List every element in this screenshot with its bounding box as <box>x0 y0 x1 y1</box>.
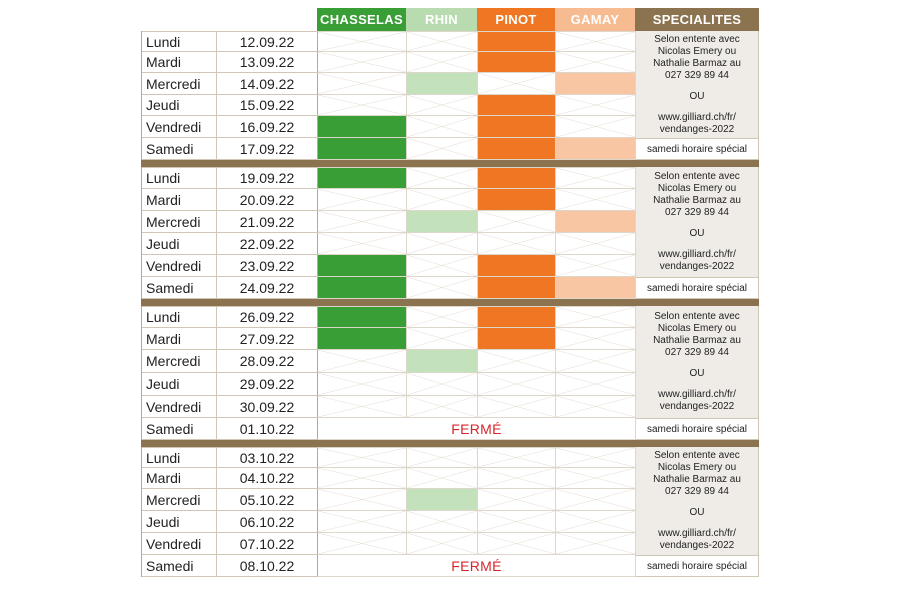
specialites-line1: Selon entente avec <box>654 171 740 182</box>
specialites-line2: Nicolas Emery ou <box>657 45 737 57</box>
grid-row <box>318 306 636 328</box>
day-row <box>142 533 318 555</box>
cell-ga-closed <box>556 95 636 116</box>
cell-ga-closed <box>556 31 636 52</box>
cell-ch-closed <box>318 468 407 489</box>
day-name: Vendredi <box>142 533 217 554</box>
variety-grid <box>318 306 636 440</box>
variety-grid <box>318 447 636 577</box>
cell-ga-closed <box>556 167 636 189</box>
cell-rh-open <box>407 350 478 373</box>
cell-ch-closed <box>318 489 407 511</box>
cell-rh-closed <box>407 95 478 116</box>
specialites-info <box>636 447 759 555</box>
cell-pi-closed <box>478 373 556 396</box>
specialites-line4: 027 329 89 44 <box>665 486 729 497</box>
cell-ga-open <box>556 73 636 95</box>
cell-pi-open <box>478 52 556 73</box>
day-column <box>142 31 318 160</box>
cell-rh-closed <box>407 233 478 255</box>
cell-pi-closed <box>478 468 556 489</box>
day-row <box>142 189 318 211</box>
cell-rh-closed <box>407 116 478 138</box>
specialites-info <box>636 306 759 418</box>
cell-pi-closed <box>478 396 556 418</box>
saturday-special-hours: samedi horaire spécial <box>636 555 759 577</box>
cell-rh-closed <box>407 373 478 396</box>
header-pinot: PINOT <box>477 8 555 31</box>
day-date: 21.09.22 <box>217 211 318 232</box>
day-row <box>142 255 318 277</box>
grid-row <box>318 189 636 211</box>
day-date: 16.09.22 <box>217 116 318 137</box>
cell-pi-closed <box>478 350 556 373</box>
specialites-line3: Nathalie Barmaz au <box>653 57 741 69</box>
grid-row <box>318 138 636 160</box>
day-date: 26.09.22 <box>217 307 318 327</box>
specialites-line2: Nicolas Emery ou <box>657 323 737 334</box>
grid-row <box>318 73 636 95</box>
specialites-line3: Nathalie Barmaz au <box>653 195 741 206</box>
specialites-line4: 027 329 89 44 <box>665 69 729 81</box>
day-date: 12.09.22 <box>217 32 318 51</box>
day-row <box>142 373 318 396</box>
week-block <box>141 447 759 577</box>
day-date: 28.09.22 <box>217 350 318 372</box>
day-name: Lundi <box>142 307 217 327</box>
cell-pi-closed <box>478 511 556 533</box>
week-separator <box>141 299 759 306</box>
specialites-url1: www.gilliard.ch/fr/ <box>658 249 736 260</box>
grid-row <box>318 373 636 396</box>
header-gamay: GAMAY <box>555 8 635 31</box>
cell-rh-closed <box>407 447 478 468</box>
day-name: Mardi <box>142 468 217 488</box>
cell-ga-open <box>556 211 636 233</box>
day-date: 29.09.22 <box>217 373 318 395</box>
cell-ga-closed <box>556 350 636 373</box>
day-row <box>142 52 318 73</box>
cell-ga-closed <box>556 373 636 396</box>
grid-row <box>318 277 636 299</box>
cell-pi-closed <box>478 447 556 468</box>
day-name: Jeudi <box>142 233 217 254</box>
day-name: Mardi <box>142 52 217 72</box>
grid-row <box>318 211 636 233</box>
harvest-schedule-table <box>141 8 759 577</box>
saturday-special-hours: samedi horaire spécial <box>636 138 759 160</box>
header-row <box>141 8 759 31</box>
specialites-url1: www.gilliard.ch/fr/ <box>658 528 736 539</box>
day-row <box>142 233 318 255</box>
specialites-url2: vendanges-2022 <box>659 401 735 412</box>
specialites-column <box>636 306 759 440</box>
day-name: Jeudi <box>142 373 217 395</box>
cell-pi-open <box>478 138 556 160</box>
cell-ga-closed <box>556 306 636 328</box>
specialites-line1: Selon entente avec <box>654 33 740 45</box>
day-date: 27.09.22 <box>217 328 318 349</box>
specialites-column <box>636 447 759 577</box>
cell-rh-closed <box>407 306 478 328</box>
cell-ch-closed <box>318 52 407 73</box>
grid-row <box>318 447 636 468</box>
week-block <box>141 167 759 299</box>
specialites-line4: 027 329 89 44 <box>665 207 729 218</box>
cell-ga-open <box>556 277 636 299</box>
cell-pi-open <box>478 328 556 350</box>
cell-ch-closed <box>318 511 407 533</box>
cell-rh-closed <box>407 189 478 211</box>
day-name: Vendredi <box>142 396 217 417</box>
day-name: Mardi <box>142 189 217 210</box>
day-name: Lundi <box>142 448 217 467</box>
cell-ga-closed <box>556 328 636 350</box>
day-row <box>142 350 318 373</box>
specialites-ou: OU <box>689 507 705 518</box>
day-name: Samedi <box>142 555 217 576</box>
day-date: 06.10.22 <box>217 511 318 532</box>
cell-ch-open <box>318 277 407 299</box>
day-date: 22.09.22 <box>217 233 318 254</box>
week-separator <box>141 160 759 167</box>
day-name: Lundi <box>142 168 217 188</box>
closed-label: FERMÉ <box>318 555 636 577</box>
day-date: 07.10.22 <box>217 533 318 554</box>
specialites-column <box>636 167 759 299</box>
day-row <box>142 555 318 577</box>
cell-pi-open <box>478 189 556 211</box>
day-date: 30.09.22 <box>217 396 318 417</box>
specialites-line4: 027 329 89 44 <box>665 347 729 358</box>
cell-ga-closed <box>556 533 636 555</box>
specialites-line2: Nicolas Emery ou <box>657 462 737 473</box>
day-row <box>142 396 318 418</box>
week-separator <box>141 440 759 447</box>
cell-rh-closed <box>407 31 478 52</box>
cell-ch-closed <box>318 73 407 95</box>
cell-pi-closed <box>478 489 556 511</box>
day-row <box>142 328 318 350</box>
cell-rh-closed <box>407 328 478 350</box>
grid-row <box>318 116 636 138</box>
specialites-column <box>636 31 759 160</box>
day-row <box>142 468 318 489</box>
day-row <box>142 95 318 116</box>
day-date: 14.09.22 <box>217 73 318 94</box>
day-row <box>142 511 318 533</box>
day-name: Vendredi <box>142 255 217 276</box>
cell-rh-open <box>407 211 478 233</box>
cell-ga-closed <box>556 189 636 211</box>
cell-pi-closed <box>478 533 556 555</box>
grid-row <box>318 489 636 511</box>
cell-ch-closed <box>318 350 407 373</box>
day-name: Lundi <box>142 32 217 51</box>
day-row <box>142 418 318 440</box>
grid-row <box>318 328 636 350</box>
cell-rh-closed <box>407 138 478 160</box>
day-row <box>142 73 318 95</box>
specialites-line1: Selon entente avec <box>654 450 740 461</box>
day-name: Mercredi <box>142 211 217 232</box>
grid-row <box>318 511 636 533</box>
cell-rh-open <box>407 489 478 511</box>
cell-rh-closed <box>407 396 478 418</box>
day-date: 24.09.22 <box>217 277 318 298</box>
day-column <box>142 306 318 440</box>
specialites-url1: www.gilliard.ch/fr/ <box>658 389 736 400</box>
closed-label: FERMÉ <box>318 418 636 440</box>
cell-rh-open <box>407 73 478 95</box>
specialites-url1: www.gilliard.ch/fr/ <box>658 111 736 123</box>
cell-ch-open <box>318 306 407 328</box>
day-date: 23.09.22 <box>217 255 318 276</box>
saturday-special-hours: samedi horaire spécial <box>636 418 759 440</box>
cell-pi-open <box>478 116 556 138</box>
cell-ch-closed <box>318 533 407 555</box>
day-row <box>142 447 318 468</box>
cell-ch-closed <box>318 373 407 396</box>
cell-pi-open <box>478 31 556 52</box>
specialites-ou: OU <box>689 90 705 102</box>
cell-ga-closed <box>556 116 636 138</box>
day-name: Samedi <box>142 418 217 439</box>
day-name: Jeudi <box>142 95 217 115</box>
day-date: 17.09.22 <box>217 138 318 159</box>
cell-ga-closed <box>556 396 636 418</box>
header-chasselas: CHASSELAS <box>317 8 406 31</box>
day-row <box>142 31 318 52</box>
cell-ch-closed <box>318 189 407 211</box>
specialites-url2: vendanges-2022 <box>659 123 735 135</box>
variety-grid <box>318 31 636 160</box>
day-date: 08.10.22 <box>217 555 318 576</box>
day-name: Mardi <box>142 328 217 349</box>
cell-rh-closed <box>407 167 478 189</box>
cell-ch-closed <box>318 447 407 468</box>
specialites-info <box>636 31 759 138</box>
day-row <box>142 489 318 511</box>
cell-ga-closed <box>556 52 636 73</box>
cell-ga-closed <box>556 489 636 511</box>
grid-row <box>318 31 636 52</box>
day-row <box>142 116 318 138</box>
grid-row <box>318 255 636 277</box>
cell-ch-open <box>318 138 407 160</box>
specialites-line2: Nicolas Emery ou <box>657 183 737 194</box>
cell-ga-closed <box>556 233 636 255</box>
day-name: Samedi <box>142 277 217 298</box>
specialites-line3: Nathalie Barmaz au <box>653 335 741 346</box>
cell-ch-open <box>318 116 407 138</box>
cell-ga-closed <box>556 447 636 468</box>
day-date: 01.10.22 <box>217 418 318 439</box>
cell-ga-open <box>556 138 636 160</box>
cell-rh-closed <box>407 468 478 489</box>
specialites-url2: vendanges-2022 <box>659 540 735 551</box>
cell-pi-open <box>478 306 556 328</box>
cell-ga-closed <box>556 255 636 277</box>
cell-pi-open <box>478 95 556 116</box>
cell-ch-open <box>318 167 407 189</box>
grid-row <box>318 95 636 116</box>
week-block <box>141 306 759 440</box>
cell-ch-closed <box>318 396 407 418</box>
day-name: Mercredi <box>142 350 217 372</box>
specialites-ou: OU <box>689 228 705 239</box>
day-row <box>142 211 318 233</box>
day-name: Mercredi <box>142 73 217 94</box>
day-row <box>142 138 318 160</box>
specialites-line1: Selon entente avec <box>654 311 740 322</box>
week-block <box>141 31 759 160</box>
cell-pi-open <box>478 255 556 277</box>
day-name: Jeudi <box>142 511 217 532</box>
cell-rh-closed <box>407 533 478 555</box>
day-name: Samedi <box>142 138 217 159</box>
specialites-info <box>636 167 759 277</box>
specialites-line3: Nathalie Barmaz au <box>653 474 741 485</box>
day-row <box>142 306 318 328</box>
day-date: 03.10.22 <box>217 448 318 467</box>
cell-rh-closed <box>407 277 478 299</box>
grid-row <box>318 468 636 489</box>
day-date: 20.09.22 <box>217 189 318 210</box>
day-column <box>142 447 318 577</box>
day-date: 04.10.22 <box>217 468 318 488</box>
cell-ch-closed <box>318 211 407 233</box>
day-column <box>142 167 318 299</box>
cell-pi-closed <box>478 233 556 255</box>
cell-ga-closed <box>556 511 636 533</box>
cell-rh-closed <box>407 255 478 277</box>
day-name: Vendredi <box>142 116 217 137</box>
day-row <box>142 167 318 189</box>
grid-row <box>318 52 636 73</box>
grid-row <box>318 167 636 189</box>
grid-row <box>318 533 636 555</box>
cell-rh-closed <box>407 511 478 533</box>
day-date: 13.09.22 <box>217 52 318 72</box>
cell-ch-closed <box>318 95 407 116</box>
header-blank <box>141 8 317 31</box>
grid-row <box>318 396 636 418</box>
cell-ch-open <box>318 328 407 350</box>
cell-pi-closed <box>478 73 556 95</box>
weeks-container <box>141 31 759 577</box>
specialites-url2: vendanges-2022 <box>659 261 735 272</box>
specialites-ou: OU <box>689 368 705 379</box>
cell-ch-closed <box>318 233 407 255</box>
day-row <box>142 277 318 299</box>
cell-ga-closed <box>556 468 636 489</box>
saturday-special-hours: samedi horaire spécial <box>636 277 759 299</box>
day-date: 05.10.22 <box>217 489 318 510</box>
grid-row <box>318 233 636 255</box>
header-rhin: RHIN <box>406 8 477 31</box>
day-name: Mercredi <box>142 489 217 510</box>
cell-pi-open <box>478 167 556 189</box>
cell-ch-open <box>318 255 407 277</box>
header-specialites: SPECIALITES <box>635 8 759 31</box>
day-date: 15.09.22 <box>217 95 318 115</box>
cell-pi-closed <box>478 211 556 233</box>
cell-pi-open <box>478 277 556 299</box>
cell-rh-closed <box>407 52 478 73</box>
cell-ch-closed <box>318 31 407 52</box>
variety-grid <box>318 167 636 299</box>
grid-row <box>318 350 636 373</box>
day-date: 19.09.22 <box>217 168 318 188</box>
